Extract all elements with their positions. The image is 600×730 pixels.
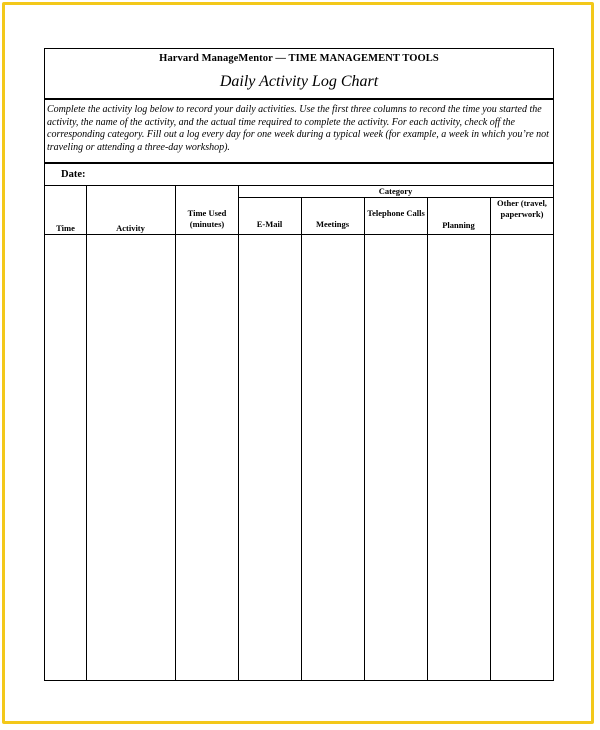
column-header-telephone: Telephone Calls bbox=[367, 208, 425, 218]
column-header-email: E-Mail bbox=[256, 219, 283, 229]
log-table bbox=[45, 186, 553, 680]
column-header-activity: Activity bbox=[116, 223, 145, 233]
date-row[interactable] bbox=[45, 162, 553, 186]
column-divider bbox=[490, 197, 491, 680]
activity-log-sheet bbox=[44, 48, 554, 681]
chart-title: Daily Activity Log Chart bbox=[219, 73, 379, 90]
date-label: Date: bbox=[61, 169, 86, 180]
column-divider bbox=[364, 197, 365, 680]
instructions-text: Complete the activity log below to record your daily activities. Use the first three columns to record the time you started the activity, the name of the activity, and the actual time required to complete the activity. For each activity, check off the corresponding category. Fill out a log every day for one week during a typical week (for example, a week in which you’re not traveling or attending a three-day workshop). bbox=[47, 104, 549, 153]
header-bottom-line bbox=[45, 234, 553, 235]
column-header-time: Time bbox=[56, 223, 75, 233]
document-header bbox=[45, 49, 553, 100]
header-title: Harvard ManageMentor — TIME MANAGEMENT TOOLS bbox=[159, 53, 439, 64]
column-header-planning: Planning bbox=[442, 220, 475, 230]
column-header-time-used: Time Used (minutes) bbox=[187, 208, 227, 229]
column-header-category: Category bbox=[378, 186, 413, 196]
column-header-meetings: Meetings bbox=[315, 219, 350, 229]
column-divider bbox=[301, 197, 302, 680]
column-divider bbox=[86, 186, 87, 680]
column-divider bbox=[238, 186, 239, 680]
column-divider bbox=[427, 197, 428, 680]
column-header-other: Other (travel, paperwork) bbox=[497, 198, 547, 219]
column-divider bbox=[175, 186, 176, 680]
